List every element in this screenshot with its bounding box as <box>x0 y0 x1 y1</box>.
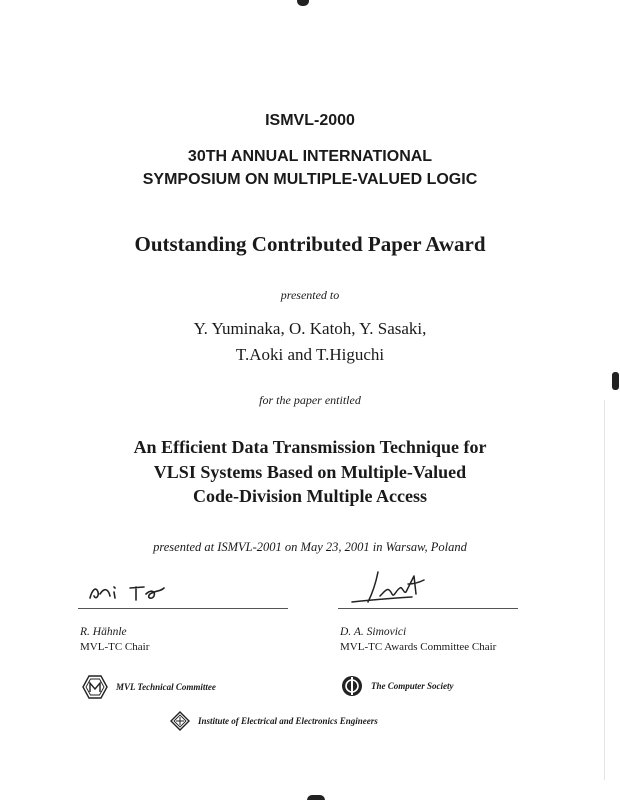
org-cs-label: The Computer Society <box>371 681 454 691</box>
signer-left <box>80 625 149 655</box>
signature-line-right <box>338 608 518 609</box>
signer-right-role: MVL-TC Awards Committee Chair <box>340 641 497 653</box>
presented-to-label: presented to <box>280 288 340 302</box>
for-paper-label: for the paper entitled <box>259 393 361 407</box>
org-mvl-label: MVL Technical Committee <box>116 682 216 692</box>
scan-mark-right <box>612 372 619 390</box>
computer-society-logo-icon <box>341 675 363 697</box>
scan-mark-bottom <box>307 795 325 800</box>
conference-name-line-1: 30TH ANNUAL INTERNATIONAL <box>187 148 433 165</box>
authors-line-2: T.Aoki and T.Higuchi <box>235 345 385 364</box>
signer-right <box>340 625 496 655</box>
conference-name-line-2: SYMPOSIUM ON MULTIPLE-VALUED LOGIC <box>142 171 478 188</box>
signer-left-role: MVL-TC Chair <box>80 641 150 653</box>
award-title: Outstanding Contributed Paper Award <box>134 232 486 256</box>
conference-id: ISMVL-2000 <box>265 112 355 129</box>
signature-right <box>342 566 442 610</box>
signature-line-left <box>78 608 288 609</box>
scan-mark-top <box>297 0 309 6</box>
authors-line-1: Y. Yuminaka, O. Katoh, Y. Sasaki, <box>193 319 427 338</box>
venue-line: presented at ISMVL-2001 on May 23, 2001 in Warsaw, Poland <box>153 540 467 554</box>
org-ieee <box>170 711 378 731</box>
signer-left-name: R. Hähnle <box>80 626 127 638</box>
ieee-diamond-logo-icon <box>170 711 190 731</box>
org-computer-society <box>341 675 454 697</box>
org-ieee-label: Institute of Electrical and Electronics Engineers <box>198 716 378 726</box>
org-mvl <box>82 675 216 699</box>
mvl-hexagon-logo-icon <box>82 675 108 699</box>
paper-title-line-1: An Efficient Data Transmission Technique for <box>133 437 487 457</box>
signature-left <box>86 576 196 608</box>
paper-title-line-3: Code-Division Multiple Access <box>193 486 427 506</box>
paper-title-line-2: VLSI Systems Based on Multiple-Valued <box>153 462 467 482</box>
signer-right-name: D. A. Simovici <box>340 626 407 638</box>
